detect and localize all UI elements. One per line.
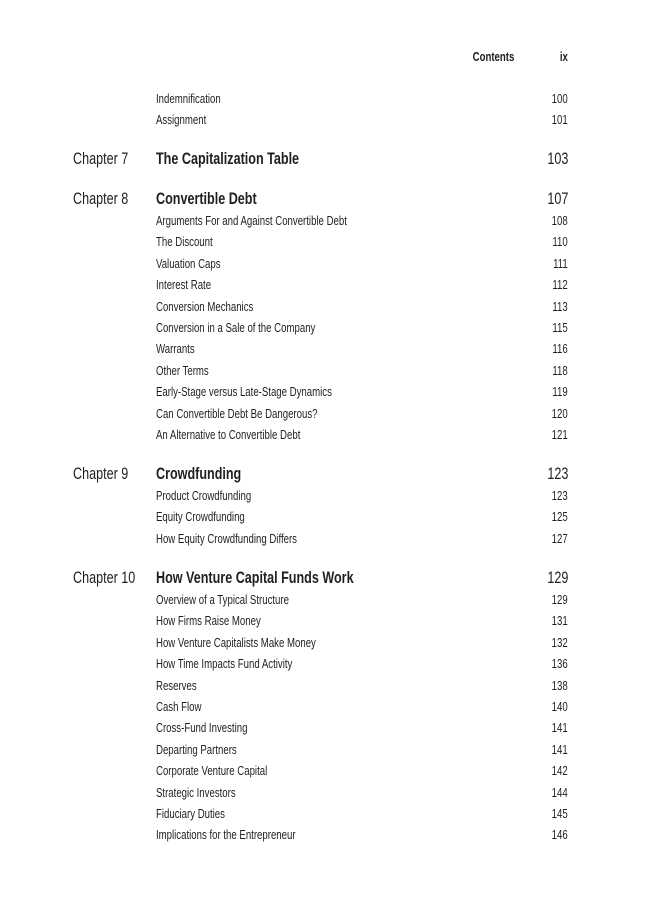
chapter-title: Convertible Debt	[156, 189, 257, 208]
chapter-label: Chapter 9	[73, 464, 129, 483]
toc-entry[interactable]	[0, 720, 645, 740]
toc-entry-page: 110	[552, 234, 568, 250]
toc-entry[interactable]	[0, 256, 645, 276]
running-header-title: Contents	[472, 49, 514, 64]
toc-entry-title: Early-Stage versus Late-Stage Dynamics	[156, 384, 332, 400]
toc-entry-title: Indemnification	[156, 91, 221, 106]
toc-entry[interactable]	[0, 112, 645, 132]
toc-entry[interactable]	[0, 299, 645, 319]
toc-chapter-heading[interactable]	[0, 149, 645, 171]
toc-entry-page: 132	[551, 634, 568, 650]
toc-entry[interactable]	[0, 406, 645, 426]
toc-entry-title: Corporate Venture Capital	[156, 763, 268, 779]
toc-entry-title: Overview of a Typical Structure	[156, 592, 289, 607]
toc-entry[interactable]	[0, 742, 645, 762]
toc-entry-page: 127	[551, 530, 568, 546]
toc-entry-title: Fiduciary Duties	[156, 806, 225, 821]
chapter-page: 129	[547, 568, 568, 587]
chapter-page: 107	[547, 189, 568, 208]
toc-entry-title: Cash Flow	[156, 699, 202, 714]
chapter-title: The Capitalization Table	[156, 149, 300, 168]
toc-entry-title: Conversion in a Sale of the Company	[156, 320, 316, 335]
toc-entry-title: How Venture Capitalists Make Money	[156, 634, 316, 650]
chapter-title: How Venture Capital Funds Work	[156, 568, 354, 587]
toc-entry-title: Interest Rate	[156, 277, 212, 293]
toc-entry-page: 118	[552, 362, 568, 378]
toc-entry-title: Implications for the Entrepreneur	[156, 827, 296, 843]
toc-entry[interactable]	[0, 635, 645, 655]
toc-entry-page: 115	[552, 320, 568, 335]
toc-entry-page: 141	[551, 741, 568, 757]
chapter-label: Chapter 7	[73, 149, 129, 168]
toc-entry[interactable]	[0, 827, 645, 847]
toc-entry-page: 101	[551, 112, 568, 127]
toc-entry[interactable]	[0, 806, 645, 826]
running-header	[0, 49, 645, 67]
toc-entry[interactable]	[0, 234, 645, 254]
chapter-page: 103	[547, 149, 568, 168]
toc-entry[interactable]	[0, 213, 645, 233]
toc-entry[interactable]	[0, 277, 645, 297]
toc-entry[interactable]	[0, 592, 645, 612]
toc-entry-page: 108	[551, 213, 568, 228]
chapter-label: Chapter 8	[73, 189, 129, 208]
toc-entry-page: 113	[552, 298, 568, 314]
toc-entry[interactable]	[0, 488, 645, 508]
toc-entry[interactable]	[0, 384, 645, 404]
toc-entry-page: 146	[551, 827, 568, 843]
toc-entry-page: 125	[551, 509, 568, 525]
toc-entry[interactable]	[0, 656, 645, 676]
toc-entry-title: Departing Partners	[156, 741, 237, 757]
toc-entry-page: 145	[551, 806, 568, 821]
toc-entry-page: 123	[551, 488, 568, 503]
toc-entry-page: 131	[551, 613, 568, 629]
toc-entry-title: Product Crowdfunding	[156, 488, 252, 503]
chapter-page: 123	[547, 464, 568, 483]
toc-entry-page: 142	[551, 763, 568, 779]
toc-entry-page: 129	[551, 592, 568, 607]
toc-entry-page: 138	[551, 677, 568, 693]
toc-entry[interactable]	[0, 363, 645, 383]
toc-chapter-heading[interactable]	[0, 464, 645, 486]
toc-chapter-heading[interactable]	[0, 189, 645, 211]
toc-entry-page: 140	[551, 699, 568, 714]
toc-entry[interactable]	[0, 341, 645, 361]
toc-entry-title: The Discount	[156, 234, 213, 250]
running-header-page-number: ix	[559, 49, 568, 64]
toc-entry-title: Valuation Caps	[156, 255, 221, 271]
toc-entry-title: Strategic Investors	[156, 784, 236, 800]
toc-chapter-heading[interactable]	[0, 568, 645, 590]
toc-entry-page: 120	[551, 405, 568, 421]
toc-entry-page: 111	[553, 255, 568, 271]
toc-entry-title: An Alternative to Convertible Debt	[156, 427, 301, 442]
toc-entry-page: 144	[551, 784, 568, 800]
toc-entry[interactable]	[0, 699, 645, 719]
toc-entry-page: 119	[552, 384, 568, 400]
toc-entry-page: 112	[552, 277, 568, 293]
chapter-title: Crowdfunding	[156, 464, 242, 483]
toc-entry[interactable]	[0, 678, 645, 698]
toc-entry-page: 136	[551, 656, 568, 672]
toc-entry-title: Conversion Mechanics	[156, 298, 254, 314]
toc-entry-page: 141	[551, 720, 568, 736]
toc-entry-title: Can Convertible Debt Be Dangerous?	[156, 405, 318, 421]
toc-entry[interactable]	[0, 785, 645, 805]
toc-entry[interactable]	[0, 509, 645, 529]
toc-entry-title: Cross-Fund Investing	[156, 720, 248, 736]
toc-entry-title: Reserves	[156, 677, 197, 693]
toc-entry-title: Warrants	[156, 341, 195, 357]
toc-entry-title: Other Terms	[156, 362, 209, 378]
toc-entry[interactable]	[0, 320, 645, 340]
toc-entry-page: 121	[551, 427, 568, 442]
toc-entry[interactable]	[0, 427, 645, 447]
toc-entry[interactable]	[0, 91, 645, 111]
toc-entry[interactable]	[0, 531, 645, 551]
chapter-label: Chapter 10	[73, 568, 136, 587]
toc-entry-title: How Firms Raise Money	[156, 613, 261, 629]
toc-entry-page: 116	[552, 341, 568, 357]
toc-entry[interactable]	[0, 613, 645, 633]
toc-entry-title: How Equity Crowdfunding Differs	[156, 530, 297, 546]
toc-entry-page: 100	[551, 91, 568, 106]
toc-entry-title: Equity Crowdfunding	[156, 509, 245, 525]
toc-entry-title: How Time Impacts Fund Activity	[156, 656, 293, 672]
toc-entry[interactable]	[0, 763, 645, 783]
toc-entry-title: Arguments For and Against Convertible Debt	[156, 213, 347, 228]
toc-entry-title: Assignment	[156, 112, 207, 127]
